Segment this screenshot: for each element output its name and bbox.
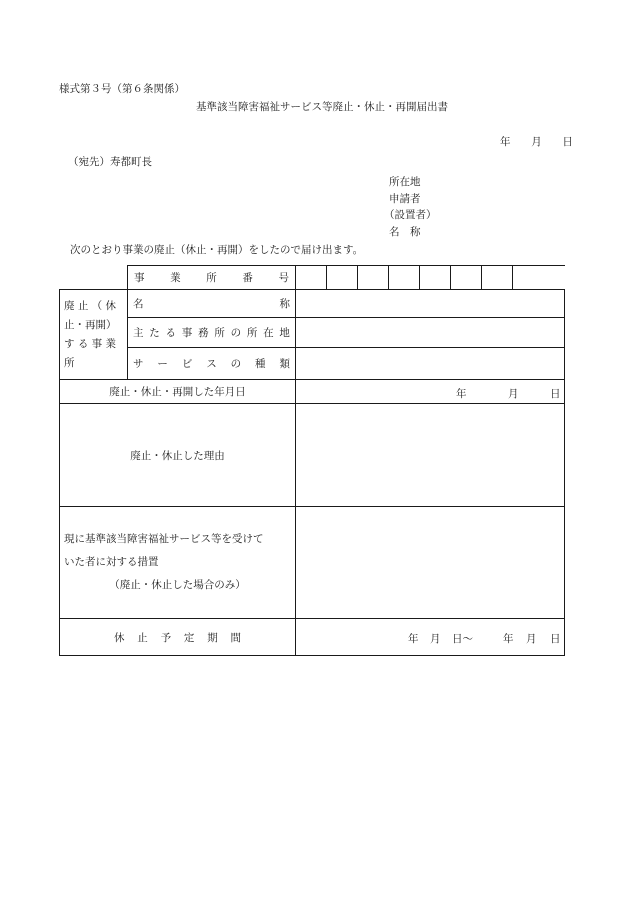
date-day: 日 [562, 136, 573, 148]
section-label: 廃 止 （ 休 止・再開） す る 事 業 所 [60, 290, 128, 380]
addressee: （宛先）寿都町長 [68, 156, 152, 168]
applicant-block [384, 174, 437, 240]
document-title: 基準該当障害福祉サービス等廃止・休止・再開届出書 [196, 101, 448, 113]
installer-label: （設置者） [384, 209, 437, 221]
date-year: 年 [500, 136, 511, 148]
service-type-label: サ ー ビ ス の 種 類 [128, 348, 296, 380]
measures-label: 現に基準該当障害福祉サービス等を受けて いた者に対する措置 （廃止・休止した場合のみ） [60, 507, 296, 619]
submission-date [500, 137, 573, 148]
reason-label: 廃止・休止した理由 [60, 404, 296, 507]
main-office-address-field[interactable] [296, 318, 565, 348]
change-date-label: 廃止・休止・再開した年月日 [60, 380, 296, 404]
name-label: 名 称 [389, 225, 421, 238]
business-name-field[interactable] [296, 290, 565, 318]
measures-field[interactable] [296, 507, 565, 619]
notification-form-table [59, 265, 565, 656]
date-month: 月 [531, 136, 542, 148]
office-number-boxes[interactable] [296, 266, 565, 290]
main-office-address-label: 主 た る 事 務 所 の 所 在 地 [128, 318, 296, 348]
statement: 次のとおり事業の廃止（休止・再開）をしたので届け出ます。 [70, 244, 364, 256]
suspension-period-field[interactable]: 年 月 日〜 年 月 日 [296, 619, 565, 656]
service-type-field[interactable] [296, 348, 565, 380]
form-number: 様式第３号（第６条関係） [59, 83, 185, 95]
business-name-label: 名 称 [128, 290, 296, 318]
change-date-field[interactable]: 年 月 日 [296, 380, 565, 404]
suspension-period-label: 休 止 予 定 期 間 [60, 619, 296, 656]
reason-field[interactable] [296, 404, 565, 507]
applicant-label: 申請者 [389, 192, 421, 205]
office-number-label: 事 業 所 番 号 [128, 266, 296, 290]
address-label: 所在地 [389, 176, 421, 188]
